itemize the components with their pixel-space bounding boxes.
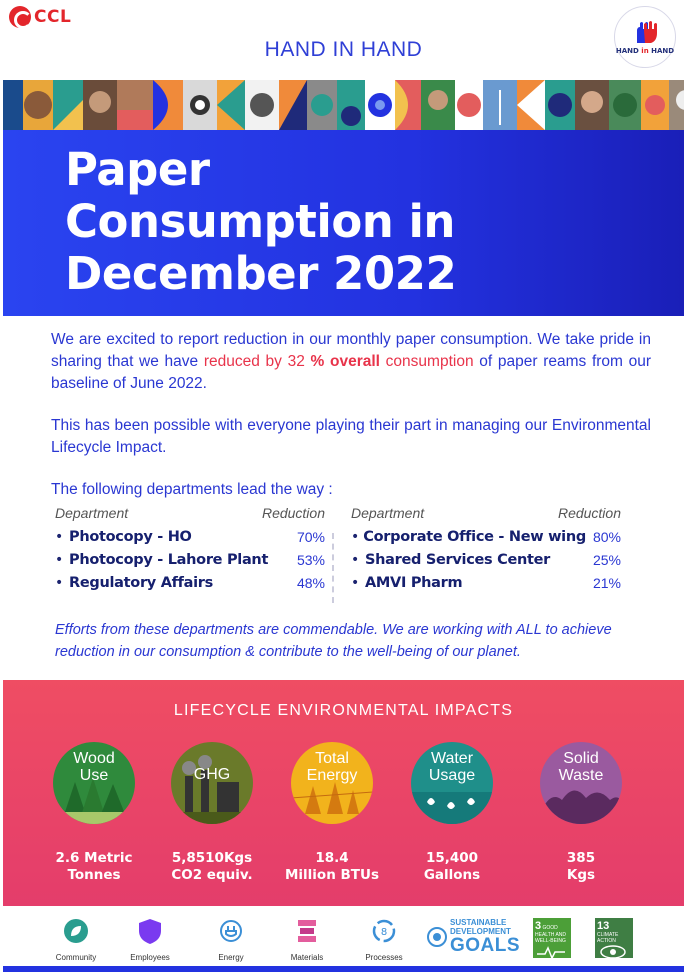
ccl-logo-mark-icon — [9, 6, 31, 28]
impact-stat: 385 Kgs — [566, 850, 596, 883]
collage-tile — [545, 80, 575, 130]
collage-tile — [3, 80, 23, 130]
impact-stat: 5,8510Kgs CO2 equiv. — [171, 850, 253, 883]
footer-processes: 8 Processes — [349, 916, 419, 962]
collage-tile — [217, 80, 245, 130]
department-row: • Corporate Office - New wing 80% — [351, 528, 621, 545]
hand-in-hand-badge — [614, 6, 676, 68]
footer-energy: Energy — [196, 916, 266, 962]
sdg-logo: SUSTAINABLE DEVELOPMENT GOALS — [427, 918, 520, 956]
impact-stat: 18.4 Million BTUs — [284, 850, 380, 883]
impact-solid-waste — [526, 742, 636, 884]
intro-paragraph-1: We are excited to report reduction in our monthly paper consumption. We take pride in sharing that we have reduced by 32 % overall consumption of paper reams from our baseline of June 2022. — [51, 331, 652, 392]
department-row: • Shared Services Center 25% — [351, 551, 621, 568]
collage-tile — [245, 80, 279, 130]
svg-text:8: 8 — [380, 927, 388, 938]
column-divider — [332, 533, 334, 603]
departments-table — [51, 505, 641, 605]
sdg-goal-3-badge: 3 GOOD HEALTH AND WELL-BEING — [533, 918, 571, 958]
collage-tile — [641, 80, 669, 130]
collage-tile — [53, 80, 83, 130]
factory-icon: GHG — [171, 742, 253, 824]
collage-tile — [517, 80, 545, 130]
collage-tile — [395, 80, 421, 130]
collage-tile — [455, 80, 483, 130]
hero-title: Paper Consumption in December 2022 — [65, 143, 457, 300]
departments-right-column — [351, 505, 621, 594]
photo-collage — [3, 80, 684, 130]
collage-tile — [83, 80, 117, 130]
un-emblem-icon — [427, 927, 447, 947]
impact-wood-use — [39, 742, 149, 884]
sdg-goal-13-badge: 13 CLIMATE ACTION — [595, 918, 633, 958]
column-header-department: Department — [55, 505, 129, 521]
impact-stat: 15,400 Gallons — [423, 850, 481, 883]
footer-materials: Materials — [272, 916, 342, 962]
intro-paragraph-2: This has been possible with everyone playing their part in managing our Environmental Lifecycle Impact. — [51, 417, 651, 456]
intro-paragraph-3: The following departments lead the way : — [51, 481, 333, 498]
bottom-bar — [3, 966, 684, 972]
poster — [3, 0, 684, 972]
heartbeat-icon — [535, 944, 567, 960]
impact-stat: 2.6 Metric Tonnes — [55, 850, 133, 883]
impacts-section — [3, 680, 684, 906]
collage-tile — [183, 80, 217, 130]
collage-tile — [23, 80, 53, 130]
collage-tile — [337, 80, 365, 130]
collage-tile — [421, 80, 455, 130]
impact-water-usage — [397, 742, 507, 884]
department-row: • Photocopy - Lahore Plant 53% — [55, 551, 325, 568]
department-row: • AMVI Pharm 21% — [351, 574, 621, 591]
footer — [3, 906, 684, 966]
collage-tile — [575, 80, 609, 130]
impact-ghg — [157, 742, 267, 884]
collage-tile — [307, 80, 337, 130]
materials-icon — [292, 916, 322, 946]
column-header-department: Department — [351, 505, 425, 521]
climate-eye-icon — [597, 944, 629, 960]
efforts-note: Efforts from these departments are commendable. We are working with ALL to achieve reduction in our consumption & contribute to the well-being of our planet. — [55, 622, 612, 660]
trees-icon: Wood Use — [53, 742, 135, 824]
community-leaf-icon — [61, 916, 91, 946]
employees-shield-icon — [135, 916, 165, 946]
footer-employees: Employees — [115, 916, 185, 962]
column-header-reduction: Reduction — [261, 505, 325, 521]
hero-banner — [3, 130, 684, 316]
department-row: • Photocopy - HO 70% — [55, 528, 325, 545]
badge-text: HAND in HAND — [615, 47, 675, 55]
ccl-logo — [9, 6, 71, 28]
collage-tile — [117, 80, 153, 130]
column-header-reduction: Reduction — [557, 505, 621, 521]
logo-text: CCL — [34, 7, 72, 27]
collage-tile — [669, 80, 684, 130]
collage-tile — [365, 80, 395, 130]
power-plant-icon: Total Energy — [291, 742, 373, 824]
collage-tile — [609, 80, 641, 130]
collage-tile — [483, 80, 517, 130]
hands-icon — [631, 19, 661, 45]
footer-community: Community — [41, 916, 111, 962]
processes-cycle-icon — [369, 916, 399, 946]
collage-tile — [279, 80, 307, 130]
collage-tile — [153, 80, 183, 130]
department-row: • Regulatory Affairs 48% — [55, 574, 325, 591]
water-drops-icon: Water Usage — [411, 742, 493, 824]
energy-plug-icon — [216, 916, 246, 946]
waste-icon: Solid Waste — [540, 742, 622, 824]
impact-total-energy — [277, 742, 387, 884]
impacts-title: LIFECYCLE ENVIRONMENTAL IMPACTS — [173, 702, 514, 719]
departments-left-column — [55, 505, 325, 594]
header-title: HAND IN HAND — [264, 38, 423, 61]
intro-text — [51, 329, 651, 521]
